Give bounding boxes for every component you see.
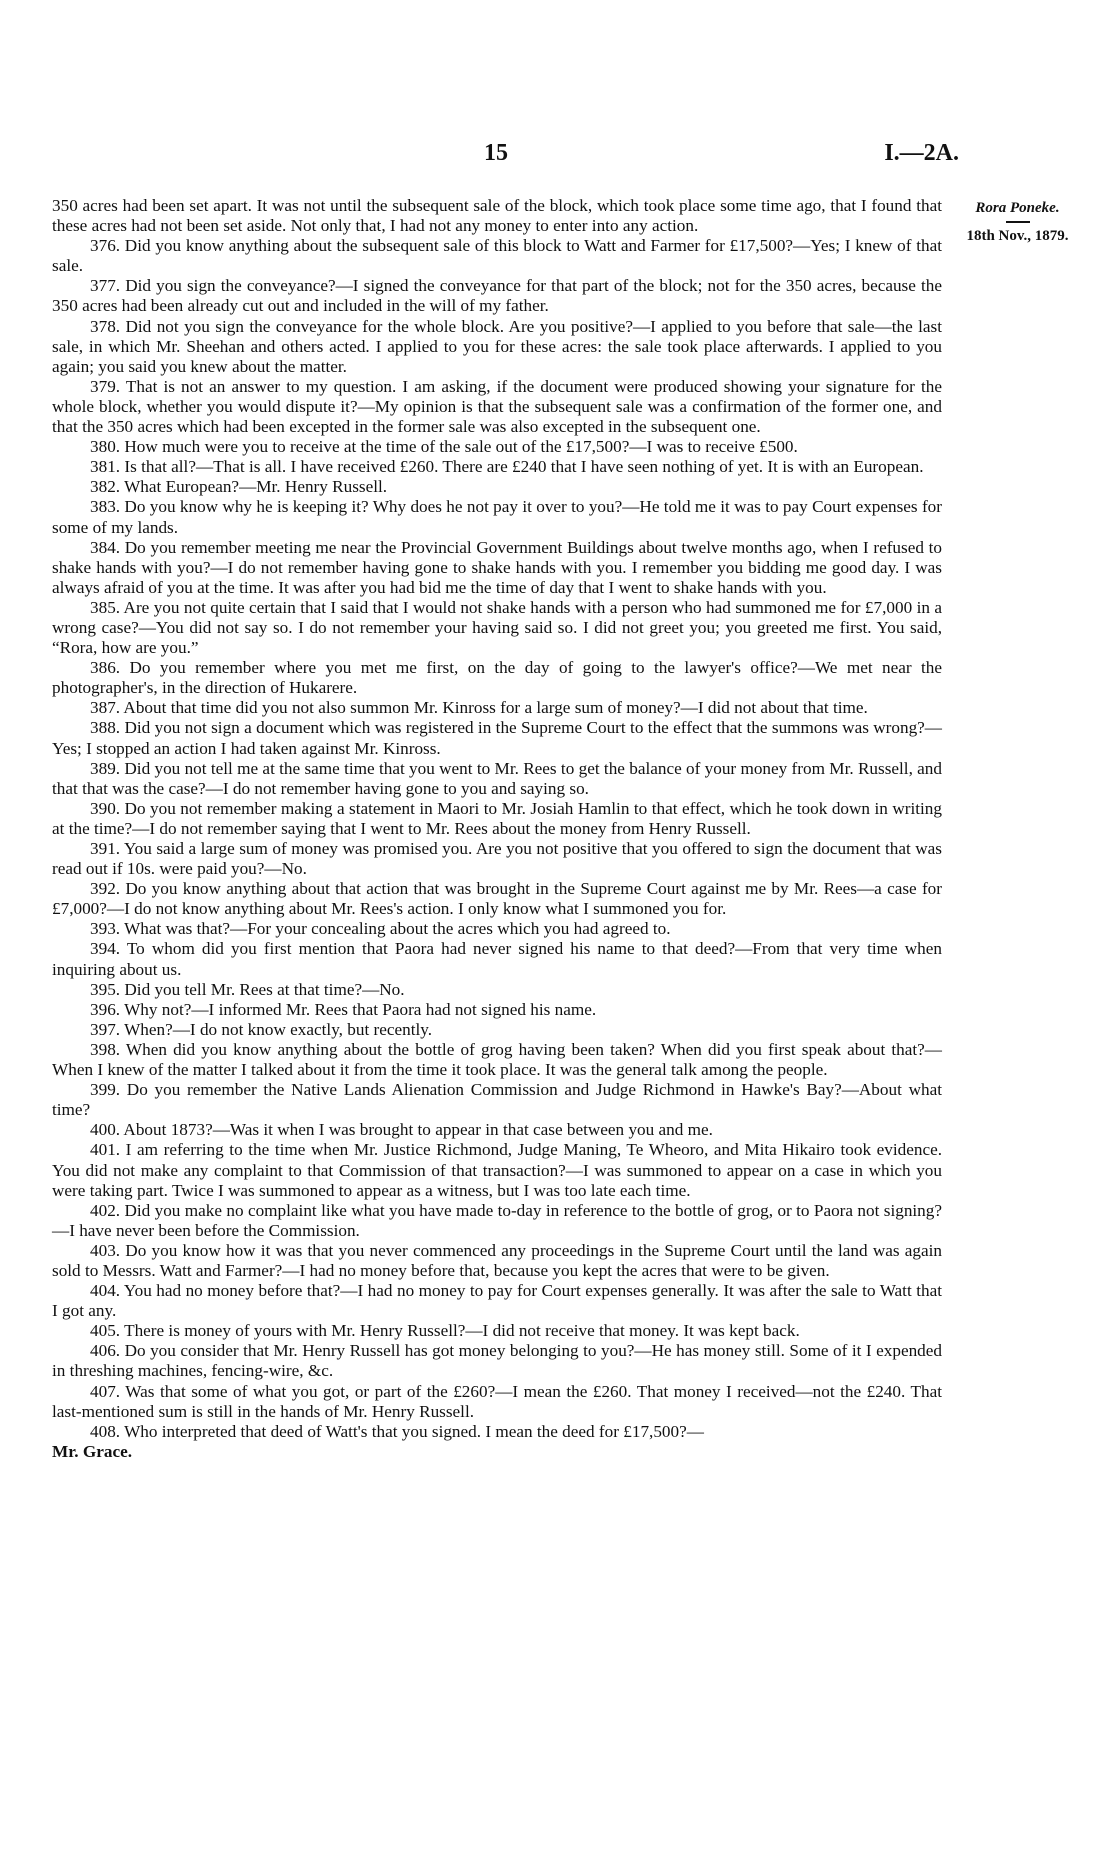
question-383: 383. Do you know why he is keeping it? Why does he not pay it over to you?—He told me it was to pay Court expenses for some of my lands. <box>52 497 942 537</box>
question-384: 384. Do you remember meeting me near the Provincial Government Buildings about twelve months ago, when I refused to shake hands with you?—I do not remember having gone to shake hands with you. I remember you bidding me good day. I was always afraid of you at the time. It was after you had bid me the time of day that I went to shake hands with you. <box>52 537 942 597</box>
question-403: 403. Do you know how it was that you never commenced any proceedings in the Supreme Court until the land was again sold to Messrs. Watt and Farmer?—I had no money before that, because you kept the acres that were to be given. <box>52 1240 942 1280</box>
question-397: 397. When?—I do not know exactly, but recently. <box>90 1019 433 1039</box>
margin-note <box>950 198 1085 246</box>
question-394: 394. To whom did you first mention that Paora had never signed his name to that deed?—From that very time when inquiring about us. <box>52 939 942 979</box>
closing-speaker-name: Mr. Grace. <box>52 1441 133 1461</box>
question-385: 385. Are you not quite certain that I said that I would not shake hands with a person who had summoned me for £7,000 in a wrong case?—You did not say so. I do not remember your having said so. I did not greet you; you greeted me first. You said, “Rora, how are you.” <box>52 597 942 658</box>
question-393: 393. What was that?—For your concealing about the acres which you had agreed to. <box>90 919 671 939</box>
question-382: 382. What European?—Mr. Henry Russell. <box>90 477 388 497</box>
question-402: 402. Did you make no complaint like what you have made to-day in reference to the bottle of grog, or to Paora not signing?—I have never been before the Commission. <box>52 1200 942 1240</box>
question-408: 408. Who interpreted that deed of Watt's that you signed. I mean the deed for £17,500?— <box>90 1421 704 1441</box>
question-390: 390. Do you not remember making a statement in Maori to Mr. Josiah Hamlin to that effect, which he took down in writing at the time?—I do not remember saying that I went to Mr. Rees about the money from Henry Russell. <box>52 798 942 838</box>
document-reference: I.—2A. <box>884 140 959 166</box>
question-391: 391. You said a large sum of money was promised you. Are you not positive that you offered to sign the document that was read out if 10s. were paid you?—No. <box>52 839 942 879</box>
question-380: 380. How much were you to receive at the time of the sale out of the £17,500?—I was to receive £500. <box>90 437 798 457</box>
opening-paragraph: 350 acres had been set apart. It was not until the subsequent sale of the block, which took place some time ago, that I found that these acres had not been set aside. Not only that, I had not any money to enter into any action. <box>52 196 942 236</box>
question-401: 401. I am referring to the time when Mr. Justice Richmond, Judge Maning, Te Wheoro, and Mita Hikairo took evidence. You did not make any complaint to that Commission of that transaction?—I was summoned to appear on a case in which you were taking part. Twice I was summoned to appear as a witness, but I was too late each time. <box>52 1140 942 1200</box>
question-399: 399. Do you remember the Native Lands Alienation Commission and Judge Richmond in Hawke's Bay?—About what time? <box>52 1080 942 1120</box>
question-392: 392. Do you know anything about that action that was brought in the Supreme Court against me by Mr. Rees—a case for £7,000?—I do not know anything about Mr. Rees's action. I only know what I summoned you for. <box>52 879 942 919</box>
page-header <box>0 140 1114 174</box>
question-404: 404. You had no money before that?—I had no money to pay for Court expenses generally. It was after the sale to Watt that I got any. <box>52 1281 942 1321</box>
question-377: 377. Did you sign the conveyance?—I signed the conveyance for that part of the block; not for the 350 acres, because the 350 acres had been already cut out and included in the will of my father. <box>52 276 942 316</box>
question-396: 396. Why not?—I informed Mr. Rees that Paora had not signed his name. <box>90 999 597 1019</box>
question-405: 405. There is money of yours with Mr. Henry Russell?—I did not receive that money. It was kept back. <box>90 1321 800 1341</box>
question-387: 387. About that time did you not also summon Mr. Kinross for a large sum of money?—I did not about that time. <box>90 698 868 718</box>
question-379: 379. That is not an answer to my question. I am asking, if the document were produced showing your signature for the whole block, whether you would dispute it?—My opinion is that the subsequent sale was a confirmation of the former one, and that the 350 acres which had been excepted in the former sale was also excepted in the subsequent one. <box>52 376 942 437</box>
margin-date: 18th Nov., 1879. <box>966 228 1069 244</box>
question-407: 407. Was that some of what you got, or part of the £260?—I mean the £260. That money I received—not the £240. That last-mentioned sum is still in the hands of Mr. Henry Russell. <box>52 1381 942 1421</box>
closing-speaker-line <box>52 1442 942 1462</box>
question-378: 378. Did not you sign the conveyance for the whole block. Are you positive?—I applied to you before that sale—the last sale, in which Mr. Sheehan and others acted. I applied to you for these acres: the sale took place afterwards. I applied to you again; you said you knew about the matter. <box>52 316 942 376</box>
page-number: 15 <box>484 140 508 166</box>
question-389: 389. Did you not tell me at the same time that you went to Mr. Rees to get the balance of your money from Mr. Russell, and that that was the case?—I do not remember having gone to you and saying so. <box>52 758 942 798</box>
question-406: 406. Do you consider that Mr. Henry Russell has got money belonging to you?—He has money still. Some of it I expended in threshing machines, fencing-wire, &c. <box>52 1341 942 1381</box>
question-395: 395. Did you tell Mr. Rees at that time?—No. <box>90 979 405 999</box>
testimony-body <box>52 196 942 1462</box>
margin-divider <box>1006 221 1030 223</box>
margin-speaker-name: Rora Poneke. <box>975 200 1060 216</box>
question-388: 388. Did you not sign a document which was registered in the Supreme Court to the effect that the summons was wrong?—Yes; I stopped an action I had taken against Mr. Kinross. <box>52 718 942 758</box>
question-376: 376. Did you know anything about the subsequent sale of this block to Watt and Farmer for £17,500?—Yes; I knew of that sale. <box>52 236 942 276</box>
question-400: 400. About 1873?—Was it when I was brought to appear in that case between you and me. <box>90 1120 713 1140</box>
question-381: 381. Is that all?—That is all. I have received £260. There are £240 that I have seen nothing of yet. It is with an European. <box>90 457 924 477</box>
question-398: 398. When did you know anything about the bottle of grog having been taken? When did you first speak about that?—When I knew of the matter I talked about it from the time it took place. It was the general talk among the people. <box>52 1039 942 1080</box>
question-386: 386. Do you remember where you met me first, on the day of going to the lawyer's office?—We met near the photographer's, in the direction of Hukarere. <box>52 658 942 698</box>
